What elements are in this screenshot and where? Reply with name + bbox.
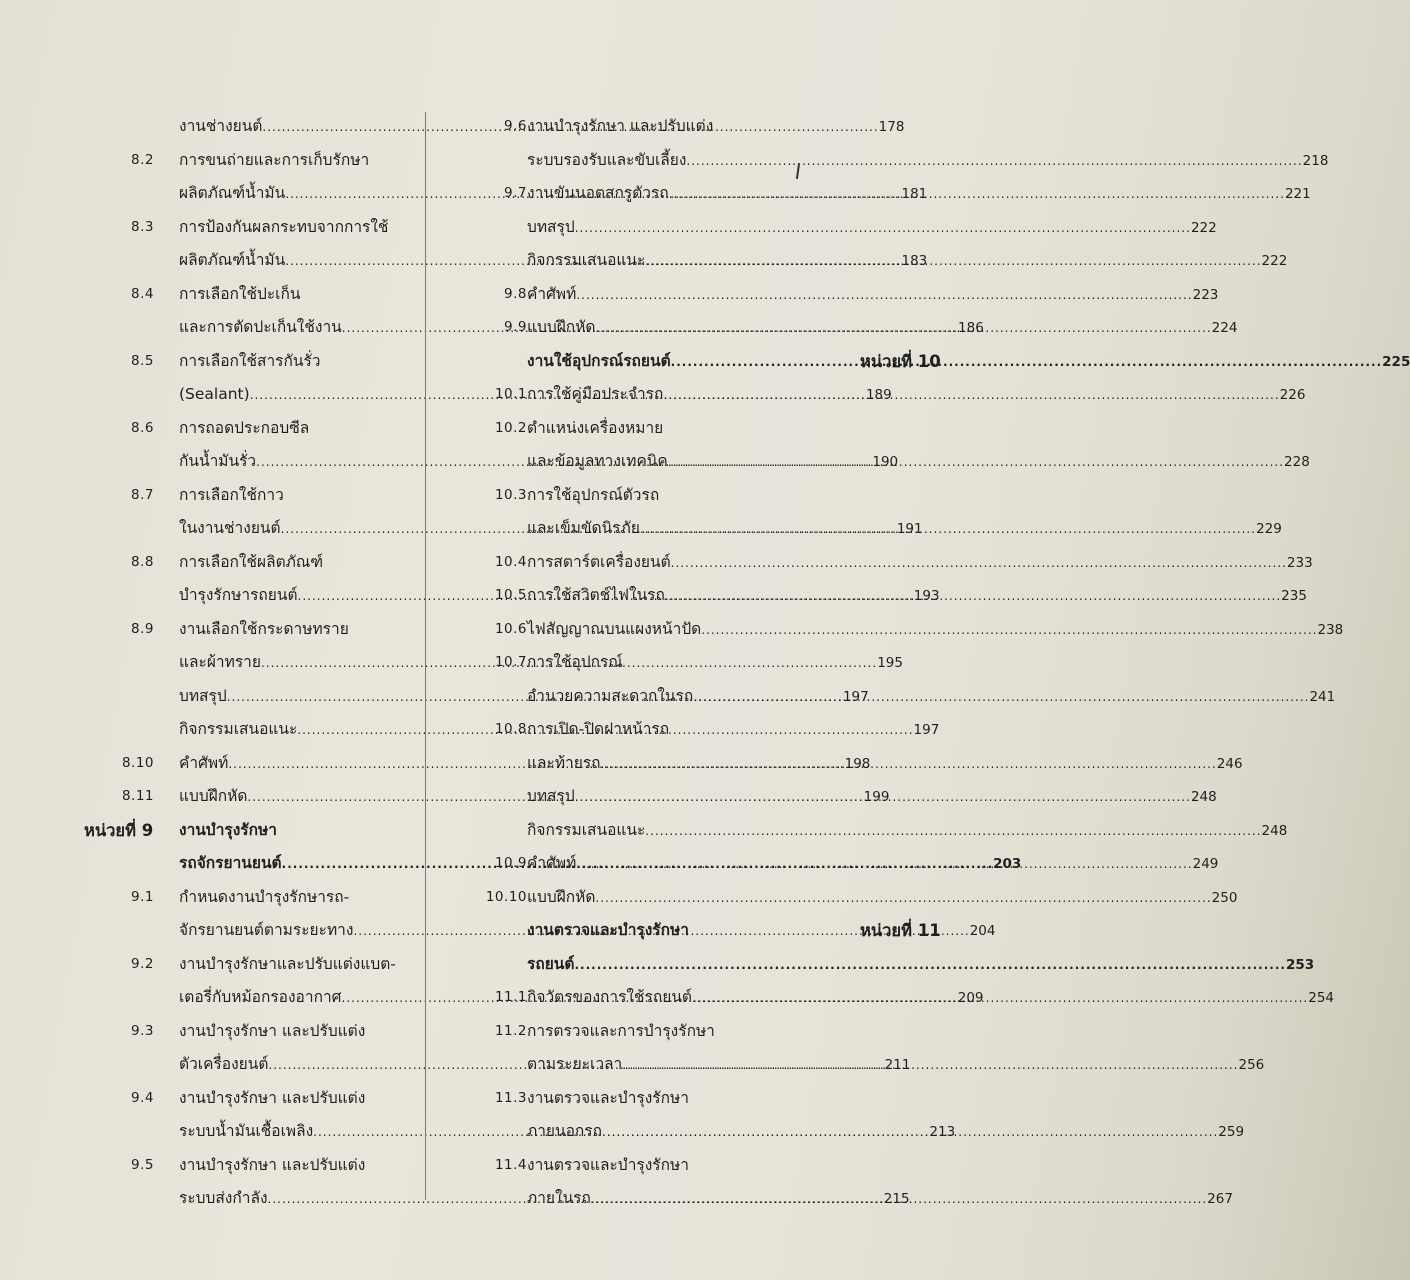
page-number: 267: [1207, 1191, 1233, 1207]
page-number: 186: [958, 320, 984, 336]
section-title-text: ในงานช่างยนต์: [179, 519, 281, 537]
leader-dots: [601, 748, 1217, 782]
toc-entry: [426, 1082, 875, 1116]
leader-dots: [669, 178, 1285, 212]
section-title: [179, 1082, 408, 1116]
section-title: [179, 1015, 408, 1049]
section-title-text: ไฟสัญญาณบนแผงหน้าปัด: [527, 619, 702, 638]
leader-dots: [671, 346, 1383, 380]
leader-dots: [622, 1049, 1238, 1083]
leader-dots: [645, 245, 1261, 279]
page-number: 256: [1238, 1057, 1265, 1073]
toc-entry: [426, 278, 1219, 312]
section-title: [527, 110, 779, 144]
toc-entry: [426, 747, 1243, 781]
section-title-text: ภายนอกรถ: [527, 1122, 603, 1140]
toc-entry: [426, 211, 1217, 245]
leader-dots: [663, 379, 1279, 413]
section-title-text: การเปิด-ปิดฝาหน้ารถ: [527, 720, 670, 738]
toc-entry: [426, 546, 1313, 580]
page-number: 250: [1211, 889, 1238, 906]
page-number: 224: [1211, 320, 1238, 336]
leader-dots: [575, 212, 1191, 246]
section-title: [527, 546, 1313, 581]
section-title-text: ตัวเครื่องยนต์: [179, 1055, 269, 1073]
section-title-text: การใช้คู่มือประจำรถ: [527, 385, 664, 403]
leader-dots: [686, 145, 1302, 179]
section-title: [527, 211, 1217, 246]
section-title: [527, 1149, 779, 1183]
section-title: [179, 546, 408, 580]
toc-entry: [0, 479, 425, 513]
section-number: 9.5: [131, 1156, 154, 1173]
section-title: [527, 814, 1288, 849]
page-number: 235: [1281, 588, 1307, 604]
page-number: 223: [1192, 286, 1219, 303]
toc-entry: [426, 680, 1336, 714]
section-number: 8.5: [131, 352, 154, 369]
unit-label: หน่วยที่ 11: [860, 921, 941, 940]
section-number: 8.7: [131, 486, 154, 503]
section-title-text: การถอดประกอบซีล: [179, 418, 310, 437]
toc-entry: [0, 613, 425, 647]
page-number: 222: [1190, 219, 1217, 236]
page-number: 228: [1284, 454, 1310, 470]
section-title: [527, 881, 1238, 916]
toc-entry: [0, 278, 425, 312]
page-number: 195: [877, 655, 903, 671]
section-title-text: การเลือกใช้ปะเก็น: [179, 284, 301, 303]
page-number: 248: [1261, 822, 1288, 839]
section-title: [527, 914, 779, 948]
section-number: 10.7: [494, 654, 527, 670]
section-title-text: แบบฝึกหัด: [527, 318, 596, 336]
toc-entry: [0, 1015, 425, 1049]
page-number: 249: [1192, 856, 1219, 872]
section-title-text: กันน้ำมันรั่ว: [179, 452, 257, 470]
section-title-text: งานใช้อุปกรณ์รถยนต์: [527, 351, 671, 370]
toc-entry: [426, 914, 941, 948]
leader-dots: [576, 279, 1192, 313]
section-title: [179, 211, 408, 245]
toc-entry: [426, 881, 1238, 915]
section-title: [527, 646, 779, 680]
section-title-text: งานบำรุงรักษา: [179, 820, 277, 839]
leader-dots: [595, 882, 1211, 916]
section-title: [179, 345, 408, 379]
section-number: 10.10: [485, 888, 527, 905]
toc-entry: [426, 144, 1329, 178]
toc-entry: [0, 1149, 425, 1183]
page-number: 190: [872, 454, 899, 470]
page-number: 189: [865, 387, 892, 403]
section-title-text: และผ้าทราย: [179, 653, 261, 671]
page-number: 197: [842, 688, 869, 705]
section-title: [527, 613, 1344, 648]
toc-entry: [426, 613, 1344, 647]
section-title: [527, 1082, 779, 1116]
section-title-text: ตำแหน่งเครื่องหมาย: [527, 418, 664, 437]
page-number: 178: [878, 119, 905, 135]
section-title-text: ภายในรถ: [527, 1189, 591, 1207]
section-number: 10.1: [494, 386, 527, 402]
page-number: 233: [1286, 554, 1313, 571]
section-title-text: จักรยานยนต์ตามระยะทาง: [179, 921, 354, 939]
section-title-text: งานบำรุงรักษาและปรับแต่งแบต-: [179, 954, 396, 973]
page-number: 254: [1308, 990, 1335, 1006]
section-title-text: งานตรวจและบำรุงรักษา: [527, 1088, 689, 1107]
section-title-text: ตามระยะเวลา: [527, 1055, 623, 1073]
section-number: 8.9: [131, 620, 154, 637]
section-title: [527, 479, 779, 513]
section-number: 10.6: [494, 620, 527, 637]
section-title-text: กำหนดงานบำรุงรักษารถ-: [179, 887, 350, 906]
section-number: 11.1: [494, 989, 527, 1005]
section-title: [527, 278, 1219, 313]
page-number: 193: [913, 588, 940, 604]
section-number: 9.8: [504, 285, 527, 302]
leader-dots: [576, 848, 1192, 882]
section-number: 10.9: [494, 855, 527, 871]
section-number: 9.2: [131, 955, 154, 972]
page-number: 191: [896, 521, 923, 537]
section-title-text: การเลือกใช้สารกันรั่ว: [179, 351, 321, 370]
section-number: 11.4: [494, 1156, 527, 1173]
page-number: 222: [1261, 253, 1288, 269]
section-title: [527, 948, 1315, 983]
toc-entry: [426, 814, 1288, 848]
section-title-text: การใช้อุปกรณ์: [527, 653, 623, 671]
toc-entry: [426, 646, 875, 680]
section-title-text: คำศัพท์: [527, 284, 577, 303]
page-number: 197: [913, 722, 940, 738]
toc-entry: [0, 144, 425, 178]
page-number: 203: [993, 856, 1022, 872]
leader-dots: [693, 681, 1309, 715]
section-title-text: บำรุงรักษารถยนต์: [179, 586, 298, 604]
section-title-text: รถจักรยานยนต์: [179, 854, 282, 872]
section-title-text: การขนถ่ายและการเก็บรักษา: [179, 150, 370, 169]
section-title-text: บทสรุป: [179, 686, 227, 705]
section-title-text: ระบบรองรับและขับเลี้ยง: [527, 150, 687, 169]
section-title-text: ผลิตภัณฑ์น้ำมัน: [179, 184, 286, 202]
section-title-text: เตอรี่กับหม้อกรองอากาศ: [179, 988, 342, 1006]
toc-entry: [0, 814, 425, 848]
section-title: [179, 1149, 408, 1183]
toc-entry: [426, 412, 875, 446]
section-title-text: งานบำรุงรักษา และปรับแต่ง: [179, 1021, 366, 1040]
section-title-text: คำศัพท์: [527, 854, 577, 872]
toc-entry: [0, 948, 425, 982]
section-title: [179, 479, 408, 513]
section-title-text: กิจวัตรของการใช้รถยนต์: [527, 988, 692, 1006]
toc-entry: [426, 110, 875, 144]
section-number: 11.2: [494, 1022, 527, 1039]
section-number: 9.3: [131, 1022, 154, 1039]
section-title-text: กิจกรรมเสนอแนะ: [179, 720, 298, 738]
section-number: 8.2: [131, 151, 154, 168]
section-title-text: กิจกรรมเสนอแนะ: [527, 251, 646, 269]
section-number: 9.1: [131, 888, 154, 905]
section-title-text: ระบบน้ำมันเชื้อเพลิง: [179, 1122, 314, 1140]
section-title-text: งานบำรุงรักษา และปรับแต่ง: [179, 1155, 366, 1174]
page-number: 213: [929, 1124, 956, 1140]
leader-dots: [671, 547, 1287, 581]
page-number: 198: [844, 755, 871, 772]
section-title-text: งานบำรุงรักษา และปรับแต่ง: [527, 117, 714, 135]
section-number: 10.5: [494, 587, 527, 603]
section-title-text: การใช้สวิตช์ไฟในรถ: [527, 586, 665, 604]
section-title: [179, 412, 408, 446]
section-number: 10.4: [494, 553, 527, 570]
toc-entry: [426, 1149, 875, 1183]
page-number: 248: [1190, 789, 1217, 805]
section-title: [179, 948, 408, 982]
page-number: 259: [1218, 1124, 1245, 1140]
section-title-text: งานขันนอตสกรูตัวรถ: [527, 184, 669, 202]
section-title: [179, 613, 408, 647]
section-title-text: งานช่างยนต์: [179, 117, 263, 135]
section-title: [179, 144, 408, 178]
section-title-text: งานบำรุงรักษา และปรับแต่ง: [179, 1088, 366, 1107]
section-title: [527, 144, 1329, 179]
leader-dots: [665, 580, 1281, 614]
page-number: 221: [1284, 186, 1311, 202]
leader-dots: [602, 1116, 1218, 1150]
section-title: [179, 881, 408, 915]
section-title: [527, 1015, 779, 1049]
page-number: 238: [1317, 621, 1344, 638]
section-number: 9.4: [131, 1089, 154, 1106]
section-title-text: แบบฝึกหัด: [527, 887, 596, 906]
section-number: 11.3: [494, 1089, 527, 1106]
page-number: 199: [863, 789, 890, 805]
section-title-text: การเลือกใช้กาว: [179, 485, 284, 504]
section-title-text: (Sealant): [179, 385, 250, 403]
section-number: 10.3: [494, 486, 527, 503]
page-number: 209: [957, 990, 984, 1006]
toc-entry: [426, 948, 1315, 982]
leader-dots: [692, 982, 1308, 1016]
section-title-text: และท้ายรถ: [527, 753, 601, 772]
section-number: 9.7: [504, 185, 527, 201]
section-title: [179, 278, 408, 312]
unit-label: หน่วยที่ 10: [860, 351, 941, 371]
section-number: 8.4: [131, 285, 154, 302]
section-title: [527, 713, 779, 747]
section-number: 8.3: [131, 218, 154, 235]
section-title-text: การป้องกันผลกระทบจากการใช้: [179, 217, 389, 236]
section-title-text: อำนวยความสะดวกในรถ: [527, 686, 694, 705]
section-title-text: การใช้อุปกรณ์ตัวรถ: [527, 485, 660, 504]
leader-dots: [645, 815, 1261, 849]
toc-entry: [426, 1015, 875, 1049]
section-number: 8.11: [121, 788, 154, 804]
section-title: [179, 814, 408, 848]
section-title-text: งานตรวจและบำรุงรักษา: [527, 1155, 689, 1174]
unit-label: หน่วยที่ 9: [84, 820, 154, 840]
page-number: 253: [1285, 956, 1315, 973]
page-number: 229: [1256, 521, 1282, 537]
section-title-text: แบบฝึกหัด: [179, 787, 248, 805]
toc-entry: [0, 546, 425, 580]
section-number: 9.9: [504, 319, 527, 335]
section-title-text: การเลือกใช้ผลิตภัณฑ์: [179, 552, 324, 571]
leader-dots: [595, 312, 1211, 346]
section-title-text: และการตัดปะเก็นใช้งาน: [179, 318, 342, 336]
section-number: 8.10: [121, 754, 154, 771]
leader-dots: [701, 614, 1317, 648]
leader-dots: [668, 446, 1284, 480]
page-number: 215: [883, 1191, 910, 1207]
section-title-text: งานเลือกใช้กระดาษทราย: [179, 619, 349, 638]
section-title-text: และเข็มขัดนิรภัย: [527, 519, 640, 537]
toc-entry: [426, 713, 875, 747]
section-title-text: กิจกรรมเสนอแนะ: [527, 820, 646, 839]
leader-dots: [574, 949, 1286, 983]
section-title-text: ผลิตภัณฑ์น้ำมัน: [179, 251, 286, 269]
section-title-text: การตรวจและการบำรุงรักษา: [527, 1021, 715, 1040]
leader-dots: [640, 513, 1256, 547]
section-number: 10.2: [494, 419, 527, 436]
section-title-text: งานตรวจและบำรุงรักษา: [527, 921, 689, 939]
toc-entry: [426, 479, 875, 513]
page-number: 226: [1279, 387, 1306, 403]
toc-entry: [0, 345, 425, 379]
page-number: 225: [1382, 353, 1410, 370]
page-number: 183: [901, 253, 928, 269]
page-number: 211: [884, 1057, 911, 1073]
section-title-text: คำศัพท์: [179, 753, 229, 772]
toc-entry: [0, 211, 425, 245]
section-number: 10.8: [494, 721, 527, 737]
page-number: 181: [901, 186, 928, 202]
page-number: 218: [1302, 152, 1329, 169]
section-title-text: ระบบส่งกำลัง: [179, 1189, 268, 1207]
section-number: 8.6: [131, 419, 154, 436]
section-number: 9.6: [504, 118, 527, 134]
page-number: 204: [969, 923, 996, 939]
toc-entry: [0, 1082, 425, 1116]
section-title-text: บทสรุป: [527, 787, 575, 805]
section-title-text: การสตาร์ตเครื่องยนต์: [527, 552, 671, 571]
page-number: 246: [1216, 755, 1243, 772]
section-title: [527, 412, 779, 446]
toc-entry: [0, 881, 425, 915]
leader-dots: [591, 1183, 1207, 1217]
toc-entry: [0, 412, 425, 446]
section-title-text: รถยนต์: [527, 954, 575, 973]
section-title-text: และข้อมูลทางเทคนิค: [527, 452, 668, 470]
section-number: 8.8: [131, 553, 154, 570]
toc-entry: [426, 345, 1410, 379]
page-number: 241: [1309, 688, 1336, 705]
leader-dots: [575, 781, 1191, 815]
section-title-text: บทสรุป: [527, 217, 575, 236]
